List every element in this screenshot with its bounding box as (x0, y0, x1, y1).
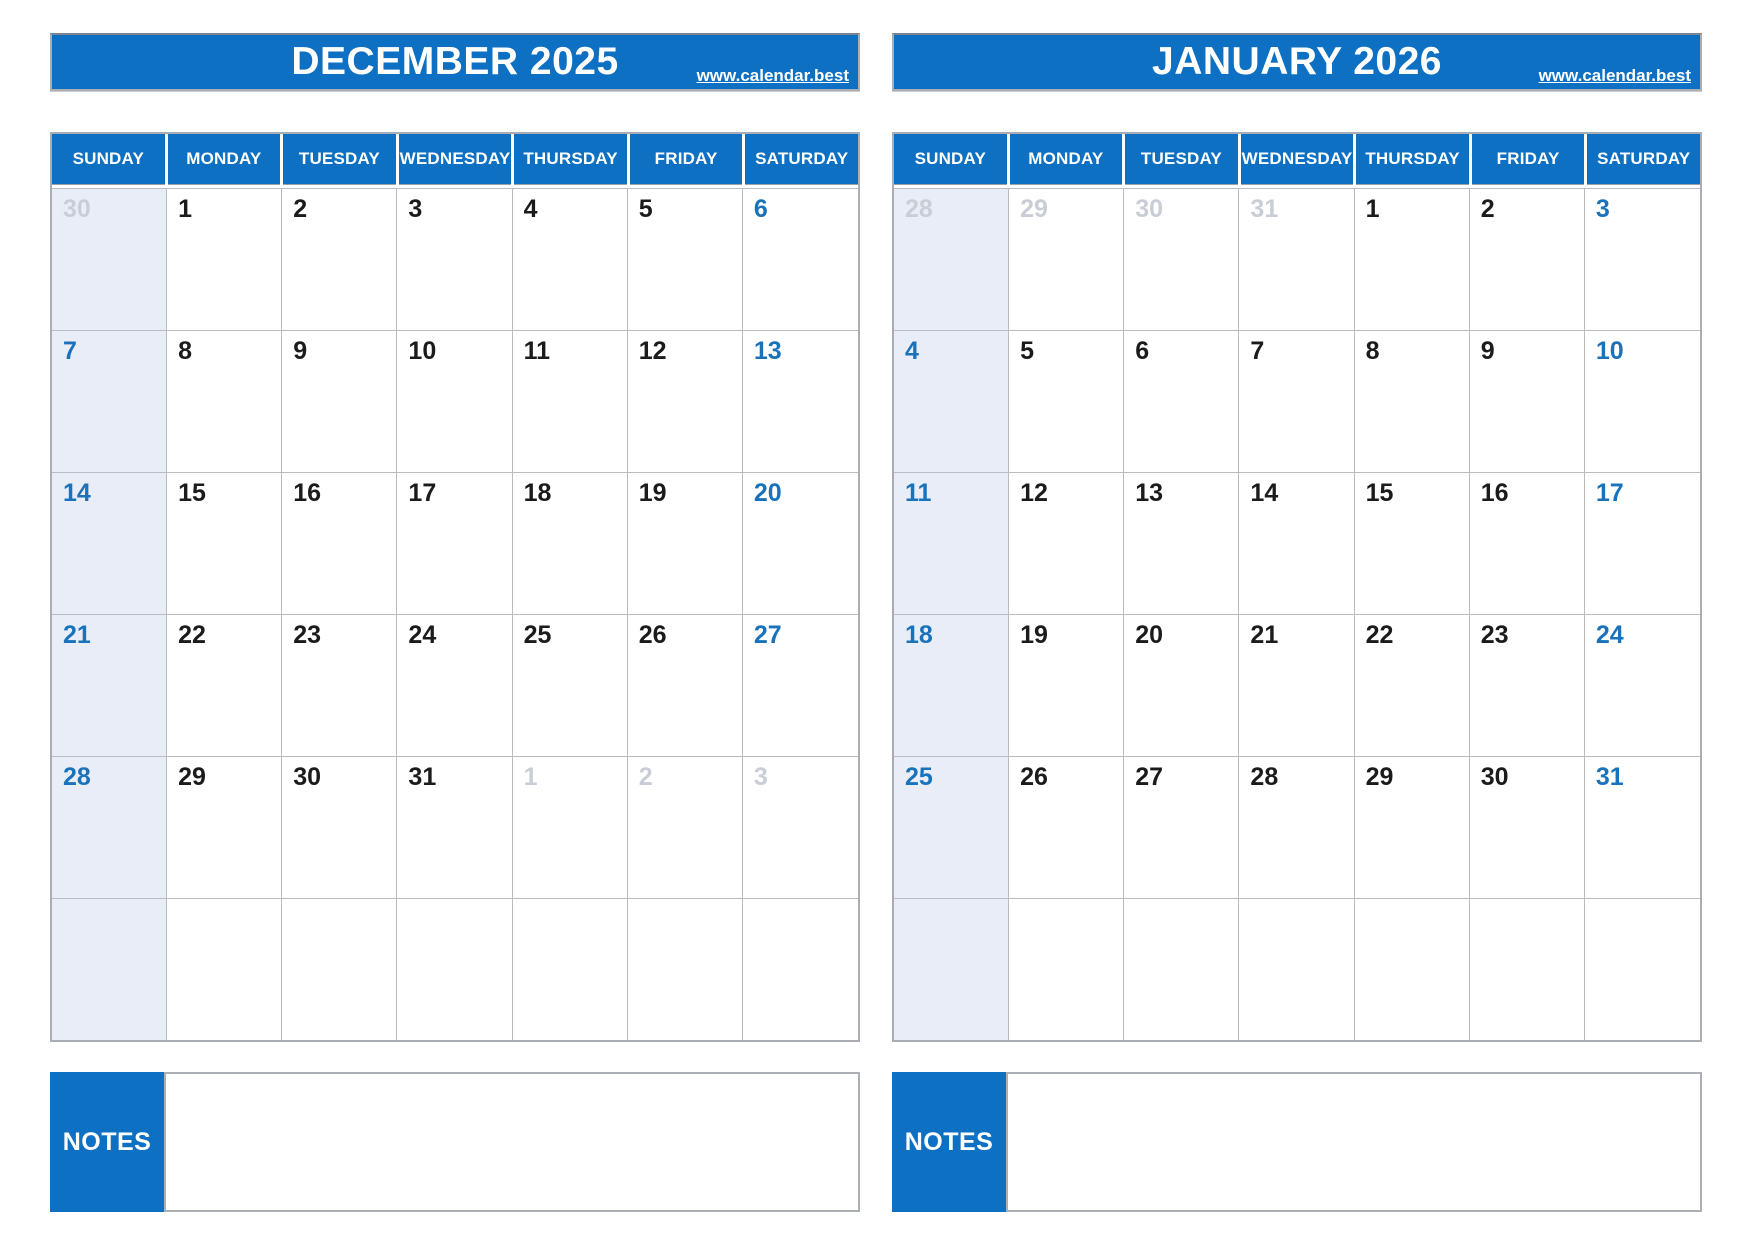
week-row (894, 898, 1700, 1040)
day-cell-13 (743, 330, 858, 472)
website-link[interactable]: www.calendar.best (696, 66, 849, 86)
day-number: 31 (1595, 763, 1624, 791)
week-row (52, 188, 858, 330)
day-cell-24 (397, 614, 512, 756)
calendar-title-bar (892, 33, 1702, 91)
day-cell-31 (1585, 756, 1700, 898)
day-number: 7 (63, 337, 77, 365)
week-row (52, 472, 858, 614)
week-row (52, 898, 858, 1040)
day-cell-29 (1355, 756, 1470, 898)
day-number: 1 (523, 763, 538, 791)
day-cell-2 (282, 188, 397, 330)
day-cell-29 (167, 756, 282, 898)
day-cell-8 (167, 330, 282, 472)
day-number: 18 (905, 621, 933, 649)
day-number: 6 (753, 195, 768, 223)
day-number: 4 (523, 195, 538, 223)
day-header-sunday: SUNDAY (894, 134, 1007, 185)
day-number: 4 (905, 337, 919, 365)
day-cell-20 (743, 472, 858, 614)
day-header-tuesday: TUESDAY (283, 134, 396, 185)
day-header-wednesday: WEDNESDAY (399, 134, 512, 185)
day-number: 9 (1480, 337, 1495, 365)
week-row (894, 756, 1700, 898)
day-header-row (894, 134, 1700, 185)
day-cell-18 (894, 614, 1009, 756)
day-cell-19 (628, 472, 743, 614)
notes-section (50, 1072, 860, 1212)
day-number: 11 (523, 337, 550, 365)
day-number: 20 (753, 479, 782, 507)
day-number: 25 (523, 621, 552, 649)
day-cell-27 (1124, 756, 1239, 898)
day-cell-empty (1009, 898, 1124, 1040)
day-cell-26 (1009, 756, 1124, 898)
day-number: 12 (1020, 479, 1048, 507)
day-cell-1 (1355, 188, 1470, 330)
day-number: 10 (1595, 337, 1624, 365)
day-number: 8 (1365, 337, 1380, 365)
week-row (52, 330, 858, 472)
day-header-sunday: SUNDAY (52, 134, 165, 185)
day-cell-8 (1355, 330, 1470, 472)
day-number: 21 (1250, 621, 1279, 649)
day-cell-16 (282, 472, 397, 614)
day-number: 30 (1480, 763, 1509, 791)
week-row (894, 472, 1700, 614)
day-cell-1 (167, 188, 282, 330)
day-number: 19 (1020, 621, 1048, 649)
day-cell-empty (282, 898, 397, 1040)
day-number: 13 (753, 337, 782, 365)
day-number: 11 (905, 479, 932, 507)
day-cell-3 (743, 756, 858, 898)
day-cell-15 (167, 472, 282, 614)
calendar-december-2025 (50, 33, 860, 1212)
day-cell-30 (52, 188, 167, 330)
day-cell-20 (1124, 614, 1239, 756)
notes-section (892, 1072, 1702, 1212)
weeks-container (52, 188, 858, 1040)
day-cell-6 (1124, 330, 1239, 472)
day-header-monday: MONDAY (1010, 134, 1123, 185)
day-number: 18 (523, 479, 552, 507)
day-header-saturday: SATURDAY (1587, 134, 1700, 185)
day-cell-6 (743, 188, 858, 330)
day-number: 7 (1250, 337, 1265, 365)
weeks-container (894, 188, 1700, 1040)
day-cell-empty (1355, 898, 1470, 1040)
calendar-january-2026 (892, 33, 1702, 1212)
day-number: 28 (63, 763, 91, 791)
day-cell-empty (1124, 898, 1239, 1040)
day-cell-5 (628, 188, 743, 330)
day-number: 13 (1135, 479, 1164, 507)
day-number: 20 (1135, 621, 1164, 649)
day-cell-31 (397, 756, 512, 898)
day-cell-28 (894, 188, 1009, 330)
day-cell-4 (894, 330, 1009, 472)
day-number: 10 (408, 337, 437, 365)
day-cell-16 (1470, 472, 1585, 614)
day-number: 28 (905, 195, 933, 223)
day-cell-26 (628, 614, 743, 756)
day-header-row (52, 134, 858, 185)
day-cell-1 (513, 756, 628, 898)
day-number: 17 (408, 479, 437, 507)
calendar-grid (50, 132, 860, 1042)
day-header-friday: FRIDAY (1472, 134, 1585, 185)
day-number: 21 (63, 621, 91, 649)
day-number: 15 (178, 479, 206, 507)
day-number: 9 (293, 337, 308, 365)
day-cell-23 (282, 614, 397, 756)
day-number: 14 (63, 479, 91, 507)
day-cell-9 (1470, 330, 1585, 472)
day-number: 15 (1365, 479, 1394, 507)
day-header-monday: MONDAY (168, 134, 281, 185)
day-cell-27 (743, 614, 858, 756)
week-row (894, 330, 1700, 472)
day-cell-24 (1585, 614, 1700, 756)
week-row (894, 188, 1700, 330)
day-number: 31 (408, 763, 437, 791)
notes-area (50, 1072, 860, 1212)
day-number: 3 (1595, 195, 1610, 223)
week-row (52, 614, 858, 756)
day-number: 23 (293, 621, 322, 649)
day-number: 5 (638, 195, 653, 223)
day-number: 6 (1135, 337, 1150, 365)
day-cell-15 (1355, 472, 1470, 614)
day-number: 3 (753, 763, 768, 791)
day-cell-2 (628, 756, 743, 898)
day-number: 3 (408, 195, 423, 223)
notes-label: NOTES (50, 1072, 166, 1212)
calendar-month-title: DECEMBER 2025 (291, 39, 619, 83)
day-number: 14 (1250, 479, 1279, 507)
day-cell-29 (1009, 188, 1124, 330)
day-header-wednesday: WEDNESDAY (1241, 134, 1354, 185)
day-cell-11 (894, 472, 1009, 614)
notes-label: NOTES (892, 1072, 1008, 1212)
day-number: 27 (753, 621, 782, 649)
day-cell-empty (167, 898, 282, 1040)
day-number: 2 (638, 763, 653, 791)
day-cell-22 (1355, 614, 1470, 756)
day-cell-10 (1585, 330, 1700, 472)
day-number: 29 (1020, 195, 1048, 223)
day-cell-12 (1009, 472, 1124, 614)
day-number: 26 (638, 621, 667, 649)
day-header-tuesday: TUESDAY (1125, 134, 1238, 185)
day-number: 31 (1250, 195, 1279, 223)
day-cell-empty (743, 898, 858, 1040)
day-cell-30 (282, 756, 397, 898)
day-number: 23 (1480, 621, 1509, 649)
day-cell-empty (397, 898, 512, 1040)
calendar-grid (892, 132, 1702, 1042)
day-number: 30 (63, 195, 91, 223)
day-cell-21 (1239, 614, 1354, 756)
day-header-thursday: THURSDAY (514, 134, 627, 185)
day-header-friday: FRIDAY (630, 134, 743, 185)
day-cell-empty (894, 898, 1009, 1040)
week-row (52, 756, 858, 898)
website-link[interactable]: www.calendar.best (1538, 66, 1691, 86)
day-cell-30 (1470, 756, 1585, 898)
day-cell-7 (1239, 330, 1354, 472)
day-cell-17 (1585, 472, 1700, 614)
day-number: 24 (1595, 621, 1624, 649)
day-number: 1 (178, 195, 193, 223)
day-cell-empty (513, 898, 628, 1040)
day-number: 29 (178, 763, 206, 791)
day-number: 28 (1250, 763, 1279, 791)
day-cell-28 (52, 756, 167, 898)
day-number: 24 (408, 621, 437, 649)
day-cell-empty (1239, 898, 1354, 1040)
day-number: 2 (1480, 195, 1495, 223)
day-number: 1 (1365, 195, 1380, 223)
day-cell-2 (1470, 188, 1585, 330)
day-number: 12 (638, 337, 667, 365)
day-cell-22 (167, 614, 282, 756)
day-cell-30 (1124, 188, 1239, 330)
day-number: 29 (1365, 763, 1394, 791)
day-number: 8 (178, 337, 193, 365)
day-cell-18 (513, 472, 628, 614)
day-cell-21 (52, 614, 167, 756)
day-cell-4 (513, 188, 628, 330)
day-cell-31 (1239, 188, 1354, 330)
day-number: 16 (1480, 479, 1509, 507)
day-cell-19 (1009, 614, 1124, 756)
day-header-saturday: SATURDAY (745, 134, 858, 185)
day-number: 2 (293, 195, 308, 223)
day-cell-13 (1124, 472, 1239, 614)
day-number: 17 (1595, 479, 1624, 507)
day-number: 22 (178, 621, 206, 649)
day-cell-empty (52, 898, 167, 1040)
day-cell-11 (513, 330, 628, 472)
day-cell-3 (1585, 188, 1700, 330)
day-cell-28 (1239, 756, 1354, 898)
day-cell-3 (397, 188, 512, 330)
day-number: 22 (1365, 621, 1394, 649)
notes-area (892, 1072, 1702, 1212)
day-number: 30 (293, 763, 322, 791)
day-cell-25 (894, 756, 1009, 898)
day-cell-empty (628, 898, 743, 1040)
day-cell-14 (1239, 472, 1354, 614)
day-cell-14 (52, 472, 167, 614)
day-number: 26 (1020, 763, 1048, 791)
calendar-title-bar (50, 33, 860, 91)
day-cell-17 (397, 472, 512, 614)
day-number: 5 (1020, 337, 1035, 365)
day-number: 25 (905, 763, 933, 791)
day-number: 16 (293, 479, 322, 507)
day-cell-23 (1470, 614, 1585, 756)
day-cell-9 (282, 330, 397, 472)
day-cell-25 (513, 614, 628, 756)
day-cell-7 (52, 330, 167, 472)
day-cell-12 (628, 330, 743, 472)
day-cell-10 (397, 330, 512, 472)
day-number: 19 (638, 479, 667, 507)
day-cell-empty (1470, 898, 1585, 1040)
day-number: 30 (1135, 195, 1164, 223)
week-row (894, 614, 1700, 756)
day-cell-empty (1585, 898, 1700, 1040)
day-number: 27 (1135, 763, 1164, 791)
day-cell-5 (1009, 330, 1124, 472)
calendar-month-title: JANUARY 2026 (1152, 39, 1442, 83)
day-header-thursday: THURSDAY (1356, 134, 1469, 185)
